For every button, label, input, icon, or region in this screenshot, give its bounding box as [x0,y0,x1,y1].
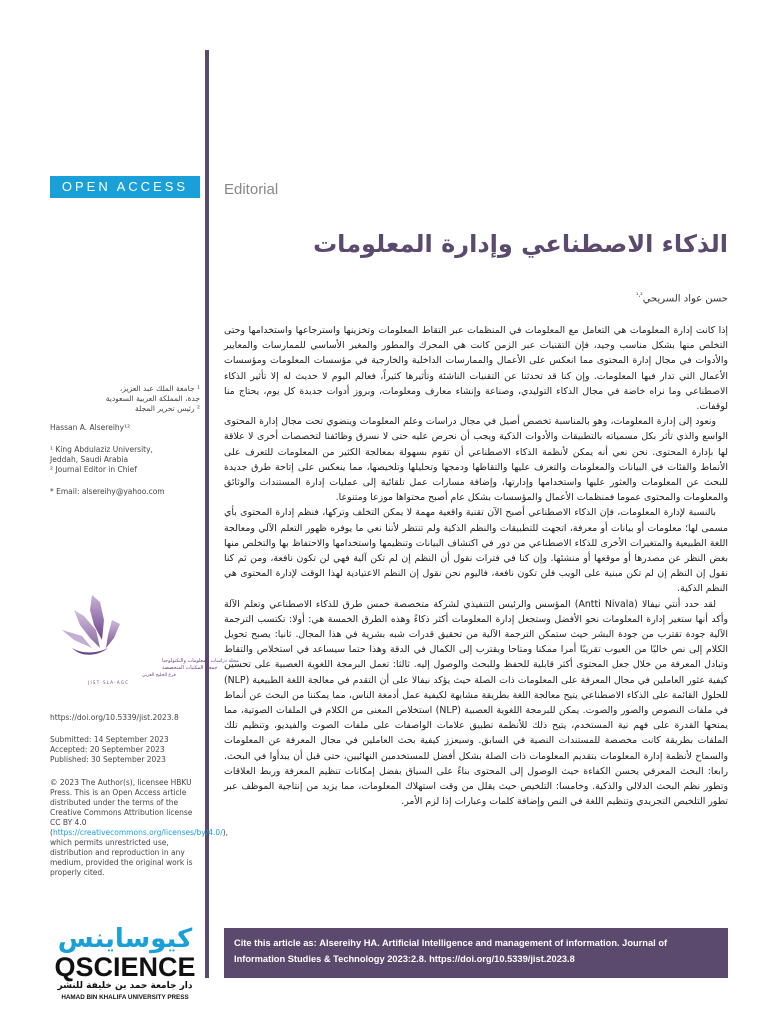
affiliations-arabic [50,384,200,414]
license-text [50,778,229,878]
journal-logo-icon [52,590,239,690]
license-text-start: © 2023 The Author(s), licensee HBKU Press. This is an Open Access article distributed under the terms of the Creative Commons Attribution license CC BY 4.0 ( [50,778,193,837]
date-line: Published: 30 September 2023 [50,755,166,764]
affiliations-english [50,445,200,475]
body-paragraph: ونعود إلى إدارة المعلومات، وهو بالمناسبة تخصص أصيل في مجال دراسات وعلم المعلومات وينضوي تحت مجال إدارة المحتوى الواسع والذي تأثر بكل مسمياته بالتطبيقات والأدوات الذكية ويجب أن نحرص عليه حتى لا نسرق وظائفنا لتخصصات أخرى لا علاقة لها بإدارة المحتوى. نحن نعي أنه يمكن لأنظمة الذكاء الاصطناعي أن تقوم بسهولة بمعالجة الكثير من المعلومات للتعرف على الأنماط والفئات في البيانات والمعلومات والتعرف عليها والتقاطها ودمجها وتحليلها وتلخيصها، مما ينعكس على إتاحة طرق جديدة للبحث عن المعلومات والعثور عليها واستخدامها وإدارتها، وإضافة مسارات عمل تلقائية إلى عمليات إدارة المستندات والوثائق والمعلومات والمحتوى عموما فمنظمات الأعمال والمؤسسات بشكل عام أصبح محتواها موزعا ومتنوعا. [224,416,728,504]
section-label: Editorial [224,181,279,198]
date-line: Accepted: 20 September 2023 [50,745,165,754]
article-title: الذكاء الاصطناعي وإدارة المعلومات [313,230,728,258]
license-text-end: ), which permits unrestricted use, distribution and reproduction in any medium, provided the original work is properly cited. [50,828,229,877]
publisher-subtitle-english: HAMAD BIN KHALIFA UNIVERSITY PRESS [61,994,189,1001]
article-body [224,323,728,810]
author-name: حسن عواد السريحي [642,293,728,305]
date-line: Submitted: 14 September 2023 [50,735,169,744]
affiliation-ar-line: جدة، المملكة العربية السعودية [105,394,200,403]
publisher-logo-arabic: كيوساينس [57,924,193,954]
journal-logo-line2: جمعية المكتبات المتخصصة [162,665,218,671]
journal-logo-line1: مجلة دراسات المعلومات والتكنولوجيا [162,658,239,664]
author-marks: ¹،² [635,292,643,299]
divider-line [205,50,209,978]
author-name-en: Hassan A. Alsereihy¹² [50,423,131,432]
affiliation-ar-line: ¹ جامعة الملك عبد العزيز، [119,384,200,393]
citation-text: Alsereihy HA. Artificial Intelligence and management of information. Journal of Information Studies & Technology 2023:2.8. https://doi.org/10.5339/jist.2023.8 [234,938,668,964]
license-link[interactable]: https://creativecommons.org/licenses/by/4.0/ [52,828,223,837]
citation-box [224,928,728,978]
journal-logo-line4: J I S T · S L A · A G C [88,680,129,685]
email-text[interactable]: * Email: alsereihy@yahoo.com [50,487,165,496]
article-dates [50,735,200,765]
citation-label: Cite this article as: [234,938,317,948]
publisher-subtitle-arabic: دار جامعة حمد بن خليفة للنشر [57,981,193,991]
publisher-logo-english: QSCIENCE [54,952,196,982]
affiliation-en-line: ² Journal Editor in Chief [50,465,137,474]
body-paragraph: لقد حدد أنتي نيفالا (Antti Nivala) المؤسس والرئيس التنفيذي لشركة متخصصة خمس طرق للذكاء الاصطناعي وتعلم الآلة وأكد أنها ستغير إدارة المعلومات نحو الأفضل وستجعل إدارة المعلومات أكثر ذكاءً وهذه الطرق الخمسة هي: أولا: تكتسب الترجمة الآلية جودة تقترب من جودة البشر حيث ستمكن الترجمة الآلية من تحقيق قدرات شبه بشرية في هذا المجال. ثانيا: يصبح تحويل الكلام إلى نص خاليًا من العيوب تقريبًا أمرا ممكنا ومتاحا ويقترب إلى الكمال في الدقة وهذا حتما سيساعد في استخلاص والتقاط وتبادل المعرفة من خلال جعل المحتوى أكثر قابلية للحفظ وللبحث والوصول إليه. ثالثا: تعمل البرمجة اللغوية العصبية على تحسين كيفية عثور العاملين في مجال المعرفة على المعلومات ذات الصلة حيث يؤكد نيفالا على أن التقدم في معالجة اللغة الطبيعية (NLP) للحلول القائمة على الذكاء الاصطناعي يتيح معالجة اللغة بطريقة مشابهة لكيفية عمل أدمغة الناس، مما يمكننا من البحث عن أنماط في ملفات النصوص والصور والصوت. يمكن للبرمجة اللغوية العصبية (NLP) استخلاص المعنى من الكلام في الملفات الصوتية، مما يمنحها القدرة على فهم نية المستخدم، يتيح ذلك للأنظمة تطبيق علامات الواصفات على ملفات الصوت والفيديو، وتنظيم تلك الملفات بطريقة كانت مخصصة للمستندات النصية في السابق. وسيعزز كيفية بحث العاملين في مجال المعرفة عن المعلومات والسماح لأنظمة إدارة المعلومات بتقديم المعلومات ذات الصلة بشكل أفضل للمستخدمين النهائيين، حتى قبل أن يبدأوا في البحث. رابعا: البحث المعرفي يحسن الكفاءة حيث الوصول إلى المحتوى بناءً على السياق بفضل إمكانات تنظيم المعرفة وربط العلاقات وتطور نظم البحث الدلالي والذكية. وخامسا: التلخيص حيث يقلل من وقت استهلاك المعلومات، مما يزيد من إنتاجية الموظف عبر تطور التلخيص التجريدي وتنظيم اللغة في النص وإضافة كلمات وعبارات إذا لزم الأمر. [224,598,729,808]
open-access-badge: OPEN ACCESS [50,176,200,198]
journal-logo-line3: فرع الخليج العربي [142,673,176,678]
journal-logo [52,590,239,690]
affiliation-en-line: Jeddah, Saudi Arabia [50,455,129,464]
body-paragraph: بالنسبة لإدارة المعلومات، فإن الذكاء الاصطناعي أصبح الآن تقنية واقعية مهمة لا يمكن التخلف وتركها، فنظم إدارة المحتوى بأي مسمى لها؛ معلومات أو بيانات أو معرفة، اتجهت للتطبيقات والنظم الذكية ولم تنتظر لأننا نعي ما يوفره ظهور التعلم الآلي ومعالجة اللغة الطبيعية والمتغيرات الأخرى للذكاء الاصطناعي من دور في اكتشاف البيانات وتنظيمها واستخدامها والاحتفاظ بها والتخلص منها بغض النظر عن مصدرها أو موقعها أو منشئها. وإن كنا في فترات نقول أن النظم إن لم تكن آلية فهي لن تكون نافعة، ومن ثم كنا نقول إن النظم إن لم تكن مبنية على الويب فلن تكون نافعة، فاليوم نحن نقول إن النظم الاعتيادية لهذا الوقت لإدارة المحتوى هي النظم الذكية. [224,507,728,595]
doi-link[interactable]: https://doi.org/10.5339/jist.2023.8 [50,713,179,722]
body-paragraph: إذا كانت إدارة المعلومات هي التعامل مع المعلومات في المنظمات عبر التقاط المعلومات وتخزينها واسترجاعها واستخدامها وحتى التخلص منها بشكل مناسب وجيد، فإن التقنيات عبر الزمن كانت هي المحرك والمطور والمغير الأساسي للممارسات والمعايير والأدوات في مجال إدارة المحتوى مما انعكس على الأعمال والممارسات الداخلية والخارجية في مؤسسات المعلومات ومؤسسات الأعمال التي تدار فيها المعلومات. وإن كنا قد تحدثنا عن التقنيات الناشئة وتأثيرها كثيراً، فعالم اليوم لا حديث له إلا تأثير الذكاء الاصطناعي وما نراه خاصة في مجال الذكاء التوليدي، وصناعة وإنشاء معارف ومعلومات، وبروز أدوات جديدة كل يوم، يحتاج منا لوقفات. [224,325,728,413]
affiliation-en-line: ¹ King Abdulaziz University, [50,445,153,454]
affiliation-ar-line: ² رئيس تحرير المجلة [134,404,200,413]
author-line [224,292,728,304]
